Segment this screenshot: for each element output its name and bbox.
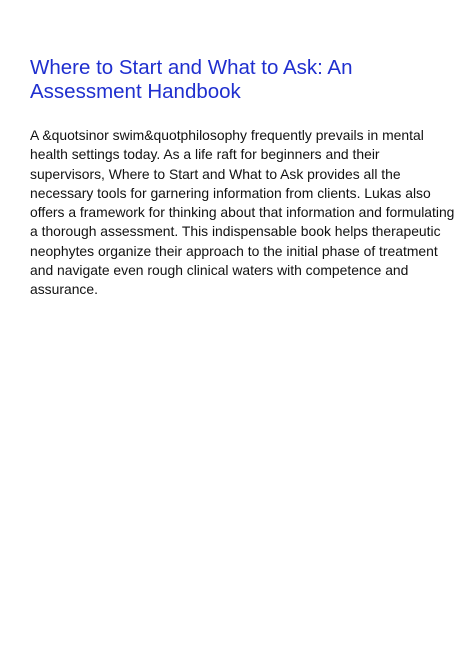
document-description: A &quotsinor swim&quotphilosophy frequently prevails in mental health settings today. As a life raft for beginners and their supervisors, Where to Start and What to Ask provides all the necessary tools for garnering information from clients. Lukas also offers a framework for thinking about that information and formulating a thorough assessment. This indispensable book helps therapeutic neophytes organize their approach to the initial phase of treatment and navigate even rough clinical waters with competence and assurance. (30, 127, 455, 298)
document-title: Where to Start and What to Ask: An Assessment Handbook (30, 56, 353, 103)
